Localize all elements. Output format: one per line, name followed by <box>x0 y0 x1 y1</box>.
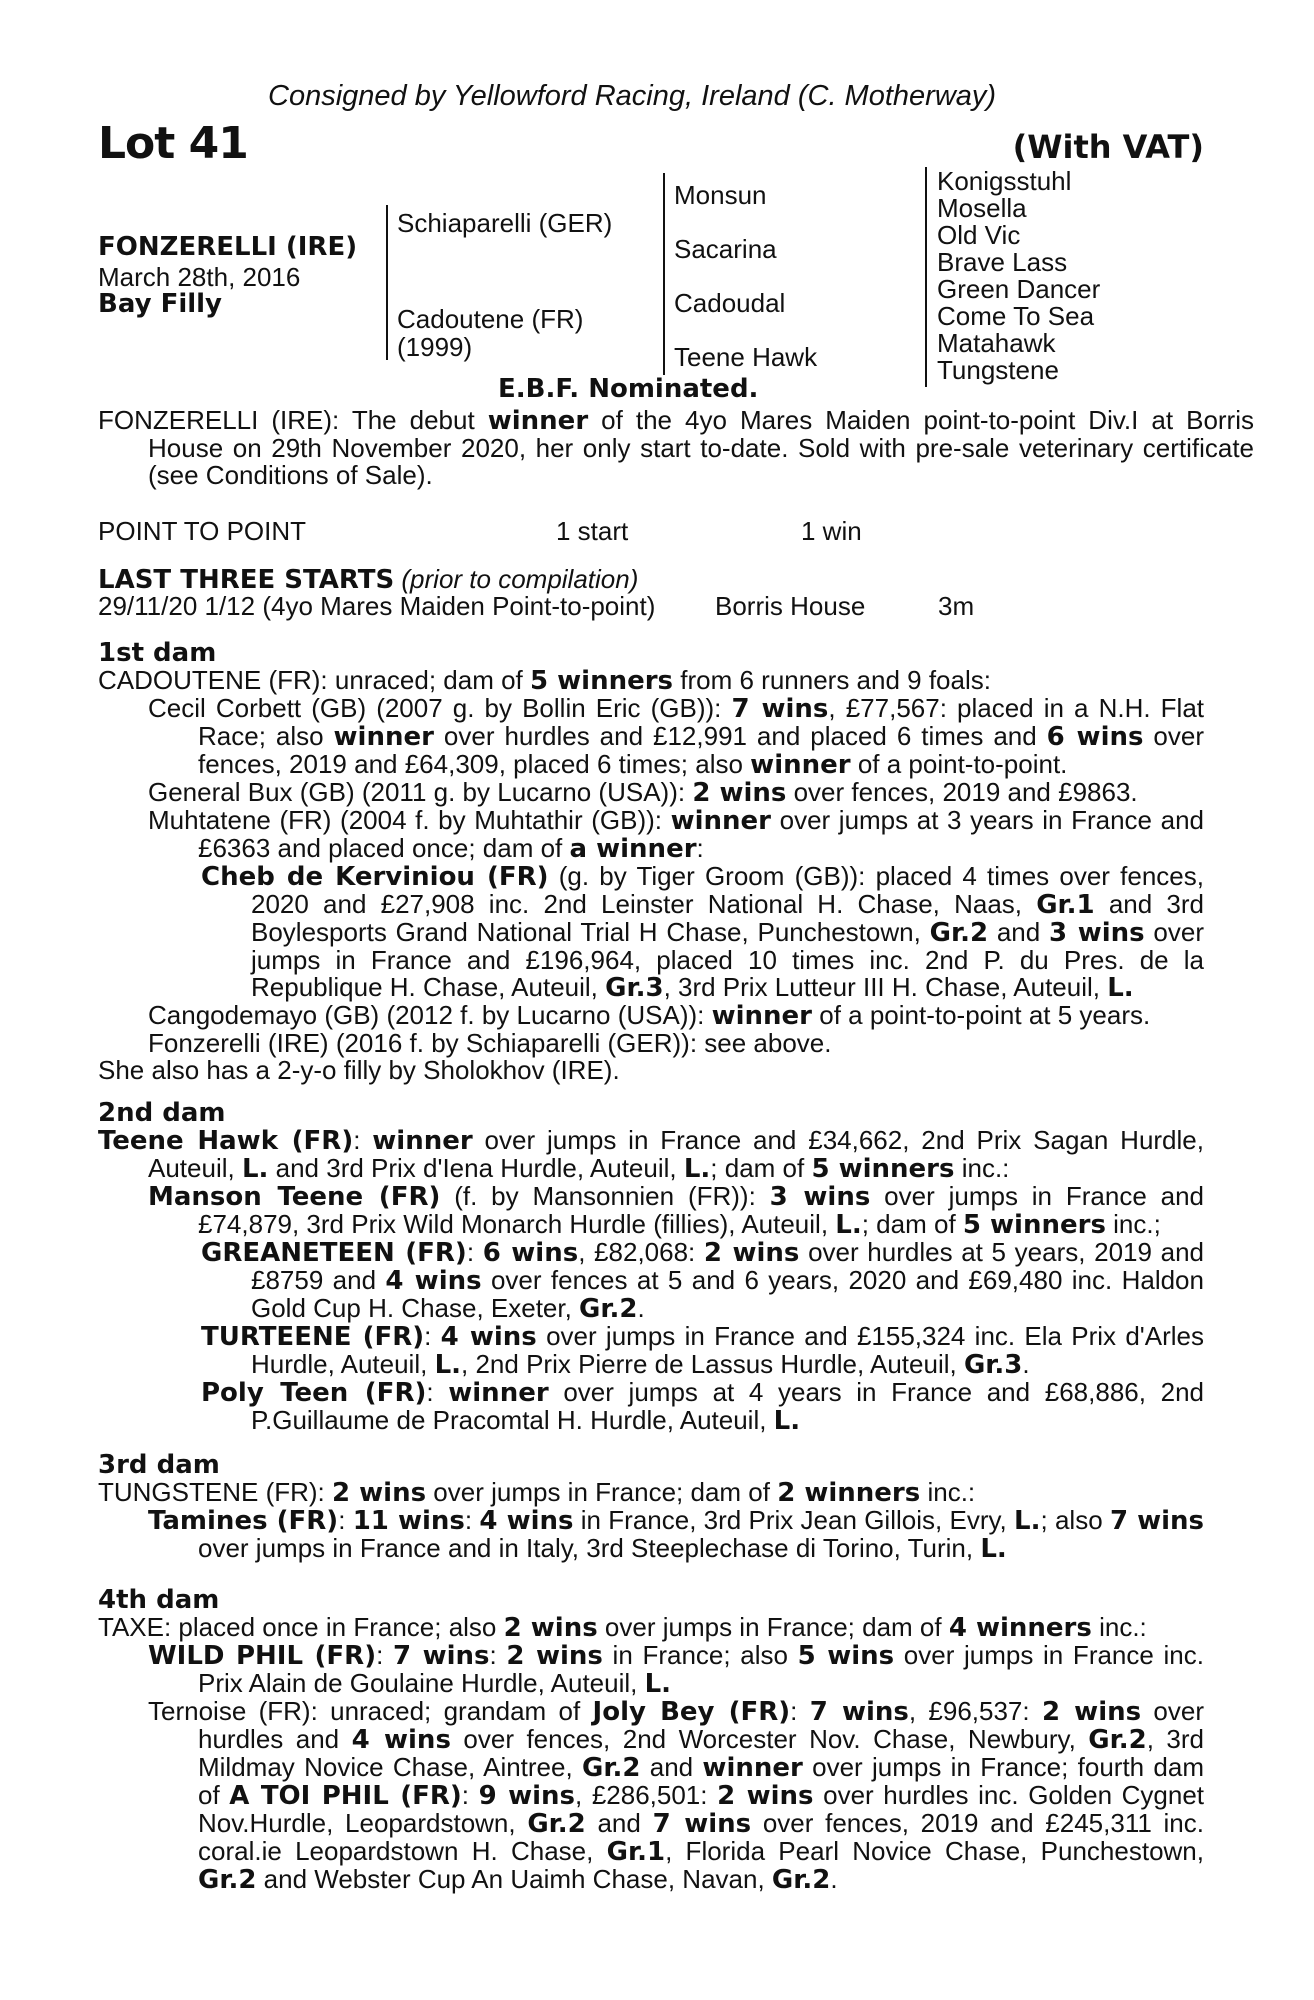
pedigree-entry <box>98 1614 1204 1642</box>
second-dam-entries <box>98 1127 1204 1435</box>
text-fragment: over hurdles and £12,991 and placed 6 times and <box>433 721 1047 751</box>
text-fragment: ; also <box>1040 1505 1110 1535</box>
pedigree-sire: Schiaparelli (GER) <box>397 208 613 238</box>
pedigree-line-3 <box>925 167 927 387</box>
text-fragment: , 2nd Prix Pierre de Lassus Hurdle, Auteuil, <box>461 1349 964 1379</box>
text-fragment: ; dam of <box>861 1209 963 1239</box>
intro-name: FONZERELLI (IRE): The debut <box>98 405 488 435</box>
last-race: 29/11/20 1/12 (4yo Mares Maiden Point-to-point) <box>98 591 656 621</box>
text-fragment: (f. by Mansonnien (FR)): <box>440 1181 770 1211</box>
text-fragment: : <box>790 1696 810 1726</box>
ebf-nominated: E.B.F. Nominated. <box>498 374 759 404</box>
record-starts: 1 start <box>556 516 629 546</box>
intro-paragraph <box>98 407 1254 489</box>
pedigree-entry <box>98 1479 1204 1507</box>
pedigree-sire-dam: Sacarina <box>674 234 777 264</box>
pedigree-g3-1: Konigsstuhl <box>937 166 1072 196</box>
pedigree-entry <box>98 1057 1204 1084</box>
text-fragment: and <box>988 917 1049 947</box>
bold-fragment: Gr.2 <box>527 1809 586 1839</box>
bold-fragment: winner <box>670 806 772 836</box>
bold-fragment: a winner <box>569 834 697 864</box>
last-three-heading: LAST THREE STARTS <box>98 565 395 595</box>
bold-fragment: L. <box>241 1154 269 1184</box>
pedigree-g3-7: Matahawk <box>937 328 1056 358</box>
bold-fragment: 2 wins <box>703 1238 800 1268</box>
text-fragment: She also has a 2-y-o filly by Sholokhov (IRE). <box>98 1055 620 1085</box>
bold-fragment: 7 wins <box>392 1641 490 1671</box>
text-fragment: , £82,068: <box>578 1237 704 1267</box>
text-fragment: over jumps in France and £74,879, 3rd Prix Wild Monarch Hurdle (fillies), Auteuil, <box>198 1181 1204 1239</box>
bold-fragment: 5 winners <box>962 1210 1106 1240</box>
pedigree-entry <box>201 1323 1204 1379</box>
pedigree-g3-8: Tungstene <box>937 355 1059 385</box>
text-fragment: over fences, 2019 and £245,311 inc. coral.ie Leopardstown H. Chase, <box>198 1808 1204 1866</box>
bold-fragment: 2 wins <box>717 1781 814 1811</box>
text-fragment: , £77,567: placed in a N.H. Flat Race; also <box>198 693 1205 751</box>
last-race-distance: 3m <box>938 591 975 621</box>
bold-fragment: winner <box>750 750 851 780</box>
bold-fragment: TURTEENE (FR) <box>201 1322 425 1352</box>
bold-fragment: Joly Bey (FR) <box>592 1697 791 1727</box>
text-fragment: over jumps in France and £34,662, 2nd Prix Sagan Hurdle, Auteuil, <box>148 1125 1204 1183</box>
pedigree-entry <box>148 1030 1204 1057</box>
bold-fragment: 2 wins <box>332 1478 427 1508</box>
fourth-dam-section <box>98 1587 1204 1894</box>
bold-fragment: winner <box>702 1753 803 1783</box>
text-fragment: over fences, 2019 and £64,309, placed 6 times; also <box>198 721 1205 779</box>
intro-rest: of the 4yo Mares Maiden point-to-point Div.I at Borris House on 29th November 2020, her only start to-date. Sold with pre-sale veterinary certificate (see Conditions of Sale). <box>148 405 1254 490</box>
horse-color-sex: Bay Filly <box>98 289 223 319</box>
bold-fragment: 5 winners <box>530 666 674 696</box>
bold-fragment: Cheb de Kerviniou (FR) <box>201 862 549 892</box>
pedigree-entry <box>148 807 1204 863</box>
text-fragment: inc.: <box>920 1477 976 1507</box>
text-fragment: TAXE: placed once in France; also <box>98 1612 504 1642</box>
text-fragment: CADOUTENE (FR): unraced; dam of <box>98 665 530 695</box>
text-fragment: : <box>489 1640 507 1670</box>
text-fragment: and <box>640 1752 703 1782</box>
text-fragment: , 3rd Mildmay Novice Chase, Aintree, <box>198 1724 1204 1782</box>
bold-fragment: Gr.3 <box>963 1350 1023 1380</box>
bold-fragment: 2 wins <box>1041 1697 1142 1727</box>
bold-fragment: L. <box>683 1154 711 1184</box>
text-fragment: Ternoise (FR): unraced; grandam of <box>148 1696 593 1726</box>
pedigree-entry <box>201 1379 1204 1435</box>
text-fragment: : <box>353 1125 373 1155</box>
text-fragment: , £96,537: <box>908 1696 1042 1726</box>
bold-fragment: 5 winners <box>811 1154 955 1184</box>
second-dam-section <box>98 1100 1204 1435</box>
text-fragment: over jumps in France; dam of <box>426 1477 778 1507</box>
bold-fragment: Gr.3 <box>605 973 664 1003</box>
pedigree-g3-5: Green Dancer <box>937 274 1101 304</box>
bold-fragment: 7 wins <box>731 694 829 724</box>
record-label: POINT TO POINT <box>98 516 307 546</box>
text-fragment: from 6 runners and 9 foals: <box>673 665 991 695</box>
bold-fragment: L. <box>644 1669 672 1699</box>
bold-fragment: Tamines (FR) <box>148 1506 339 1536</box>
pedigree-entry <box>148 1507 1204 1563</box>
text-fragment: over fences at 5 and 6 years, 2020 and £69,480 inc. Haldon Gold Cup H. Chase, Exeter, <box>251 1265 1204 1323</box>
bold-fragment: L. <box>1107 973 1134 1003</box>
text-fragment: of a point-to-point. <box>850 749 1068 779</box>
text-fragment: inc.: <box>1091 1612 1147 1642</box>
text-fragment: inc.: <box>954 1153 1010 1183</box>
bold-fragment: 3 wins <box>1049 918 1145 948</box>
bold-fragment: Manson Teene (FR) <box>148 1182 441 1212</box>
bold-fragment: winner <box>333 722 434 752</box>
text-fragment: and 3rd Boylesports Grand National Trial H Chase, Punchestown, <box>251 889 1204 947</box>
bold-fragment: 2 wins <box>503 1613 598 1643</box>
record-wins: 1 win <box>801 516 862 546</box>
text-fragment: : <box>466 1237 483 1267</box>
first-dam-heading: 1st dam <box>98 638 217 668</box>
bold-fragment: winner <box>711 1001 813 1031</box>
text-fragment: ; dam of <box>710 1153 812 1183</box>
text-fragment: Cangodemayo (GB) (2012 f. by Lucarno (USA)): <box>148 1000 712 1030</box>
bold-fragment: 2 wins <box>506 1641 603 1671</box>
pedigree-dam-sire: Cadoudal <box>674 288 786 318</box>
text-fragment: of a point-to-point at 5 years. <box>812 1000 1151 1030</box>
text-fragment: over jumps in France; fourth dam of <box>198 1752 1204 1810</box>
text-fragment: , Florida Pearl Novice Chase, Punchestown, <box>665 1836 1204 1866</box>
text-fragment: TUNGSTENE (FR): <box>98 1477 332 1507</box>
pedigree-entry <box>148 1642 1204 1698</box>
last-three-note: (prior to compilation) <box>394 564 639 594</box>
text-fragment: . <box>1022 1349 1030 1379</box>
text-fragment: over fences, 2019 and £9863. <box>786 777 1138 807</box>
text-fragment: and 3rd Prix d'Iena Hurdle, Auteuil, <box>268 1153 684 1183</box>
bold-fragment: 7 wins <box>809 1697 909 1727</box>
bold-fragment: L. <box>835 1210 862 1240</box>
first-dam-entries <box>98 695 1204 1084</box>
text-fragment: : <box>338 1505 353 1535</box>
bold-fragment: L. <box>773 1406 801 1436</box>
text-fragment: General Bux (GB) (2011 g. by Lucarno (USA)): <box>148 777 693 807</box>
bold-fragment: 7 wins <box>652 1809 752 1839</box>
pedigree-line-2 <box>663 173 665 375</box>
text-fragment: over jumps in France and £196,964, placed 10 times inc. 2nd P. du Pres. de la Republique H. Chase, Auteuil, <box>251 917 1204 1002</box>
pedigree-entry <box>148 1183 1204 1239</box>
text-fragment: , £286,501: <box>575 1780 718 1810</box>
race-record <box>98 518 1204 545</box>
text-fragment: and Webster Cup An Uaimh Chase, Navan, <box>256 1864 772 1894</box>
pedigree-entry <box>201 1239 1204 1323</box>
bold-fragment: 4 wins <box>440 1322 537 1352</box>
text-fragment: : <box>464 1505 480 1535</box>
bold-fragment: winner <box>372 1126 473 1156</box>
pedigree-g3-2: Mosella <box>937 193 1027 223</box>
text-fragment: over hurdles and <box>198 1696 1204 1754</box>
fourth-dam-entries <box>98 1614 1204 1894</box>
bold-fragment: 9 wins <box>478 1781 576 1811</box>
bold-fragment: winner <box>448 1378 549 1408</box>
text-fragment: . <box>637 1293 645 1323</box>
bold-fragment: WILD PHIL (FR) <box>148 1641 377 1671</box>
third-dam-section <box>98 1452 1204 1563</box>
pedigree-entry <box>148 1002 1204 1030</box>
bold-fragment: Poly Teen (FR) <box>201 1378 427 1408</box>
pedigree-entry <box>148 779 1204 807</box>
bold-fragment: 2 wins <box>692 778 787 808</box>
bold-fragment: A TOI PHIL (FR) <box>229 1781 462 1811</box>
text-fragment: : <box>424 1321 441 1351</box>
third-dam-entries <box>98 1479 1204 1563</box>
last-race-venue: Borris House <box>715 591 866 621</box>
consignor-line: Consigned by Yellowford Racing, Ireland (C. Motherway) <box>268 80 997 112</box>
bold-fragment: Gr.2 <box>771 1865 831 1895</box>
pedigree-dam: Cadoutene (FR) <box>397 304 584 334</box>
first-dam-intro <box>98 667 1204 695</box>
bold-fragment: Teene Hawk (FR) <box>98 1126 354 1156</box>
text-fragment: and <box>585 1808 653 1838</box>
bold-fragment: 5 wins <box>797 1641 895 1671</box>
bold-fragment: 4 wins <box>351 1725 451 1755</box>
pedigree-dam-dam: Teene Hawk <box>674 342 818 372</box>
text-fragment: over jumps in France and in Italy, 3rd Steeplechase di Torino, Turin, <box>198 1533 981 1563</box>
pedigree-g3-3: Old Vic <box>937 220 1021 250</box>
first-dam-section <box>98 640 1204 1084</box>
fourth-dam-heading: 4th dam <box>98 1585 220 1615</box>
bold-fragment: 7 wins <box>1109 1506 1205 1536</box>
bold-fragment: 3 wins <box>769 1182 871 1212</box>
bold-fragment: 6 wins <box>482 1238 579 1268</box>
pedigree-entry <box>148 695 1204 779</box>
text-fragment: Muhtatene (FR) (2004 f. by Muhtathir (GB)): <box>148 805 671 835</box>
text-fragment: Cecil Corbett (GB) (2007 g. by Bollin Eric (GB)): <box>148 693 732 723</box>
text-fragment: , 3rd Prix Lutteur III H. Chase, Auteuil, <box>663 972 1108 1002</box>
intro-bold: winner <box>487 406 589 436</box>
bold-fragment: 4 winners <box>948 1613 1092 1643</box>
text-fragment: inc.; <box>1105 1209 1161 1239</box>
bold-fragment: 6 wins <box>1046 722 1144 752</box>
bold-fragment: Gr.1 <box>606 1837 666 1867</box>
text-fragment: over jumps in France and £155,324 inc. Ela Prix d'Arles Hurdle, Auteuil, <box>251 1321 1205 1379</box>
bold-fragment: 4 wins <box>479 1506 574 1536</box>
horse-name: FONZERELLI (IRE) <box>98 232 358 262</box>
text-fragment: over jumps in France; dam of <box>597 1612 949 1642</box>
bold-fragment: GREANETEEN (FR) <box>201 1238 467 1268</box>
pedigree-g3-6: Come To Sea <box>937 301 1095 331</box>
pedigree-dam-year: (1999) <box>397 332 473 362</box>
text-fragment: (g. by Tiger Groom (GB)): placed 4 times over fences, 2020 and £27,908 inc. 2nd Leinster National H. Chase, Naas, <box>251 861 1204 919</box>
last-three-starts <box>98 566 1204 620</box>
pedigree-entry <box>201 863 1204 1002</box>
text-fragment: over hurdles inc. Golden Cygnet Nov.Hurdle, Leopardstown, <box>198 1780 1205 1838</box>
bold-fragment: Gr.2 <box>1088 1725 1147 1755</box>
text-fragment: over jumps at 3 years in France and £6363 and placed once; dam of <box>198 805 1204 863</box>
pedigree-line-1 <box>386 205 388 360</box>
text-fragment: over hurdles at 5 years, 2019 and £8759 and <box>251 1237 1204 1295</box>
bold-fragment: 4 wins <box>385 1266 482 1296</box>
text-fragment: over jumps at 4 years in France and £68,886, 2nd P.Guillaume de Pracomtal H. Hurdle, Auteuil, <box>251 1377 1205 1435</box>
text-fragment: : <box>461 1780 479 1810</box>
bold-fragment: Gr.2 <box>929 918 989 948</box>
text-fragment: : <box>376 1640 393 1670</box>
text-fragment: . <box>830 1864 838 1894</box>
pedigree-entry <box>98 1127 1204 1183</box>
vat-note: (With VAT) <box>1012 128 1204 166</box>
bold-fragment: L. <box>1014 1506 1041 1536</box>
bold-fragment: L. <box>980 1534 1007 1564</box>
bold-fragment: Gr.2 <box>579 1294 638 1324</box>
text-fragment: : <box>426 1377 449 1407</box>
text-fragment: : <box>696 833 704 863</box>
text-fragment: over fences, 2nd Worcester Nov. Chase, Newbury, <box>450 1724 1089 1754</box>
text-fragment: over jumps in France inc. Prix Alain de Goulaine Hurdle, Auteuil, <box>198 1640 1204 1698</box>
lot-number: Lot 41 <box>98 118 248 169</box>
text-fragment: in France, 3rd Prix Jean Gillois, Evry, <box>573 1505 1015 1535</box>
pedigree-g3-4: Brave Lass <box>937 247 1068 277</box>
bold-fragment: Gr.2 <box>582 1753 641 1783</box>
third-dam-heading: 3rd dam <box>98 1450 220 1480</box>
bold-fragment: 11 wins <box>352 1506 465 1536</box>
bold-fragment: Gr.2 <box>198 1865 257 1895</box>
bold-fragment: Gr.1 <box>1036 890 1095 920</box>
bold-fragment: L. <box>434 1350 462 1380</box>
pedigree-sire-sire: Monsun <box>674 180 767 210</box>
text-fragment: in France; also <box>602 1640 798 1670</box>
bold-fragment: 2 winners <box>777 1478 921 1508</box>
pedigree-entry <box>148 1698 1204 1894</box>
horse-dob: March 28th, 2016 <box>98 262 301 292</box>
second-dam-heading: 2nd dam <box>98 1098 226 1128</box>
text-fragment: Fonzerelli (IRE) (2016 f. by Schiaparelli (GER)): see above. <box>148 1028 832 1058</box>
